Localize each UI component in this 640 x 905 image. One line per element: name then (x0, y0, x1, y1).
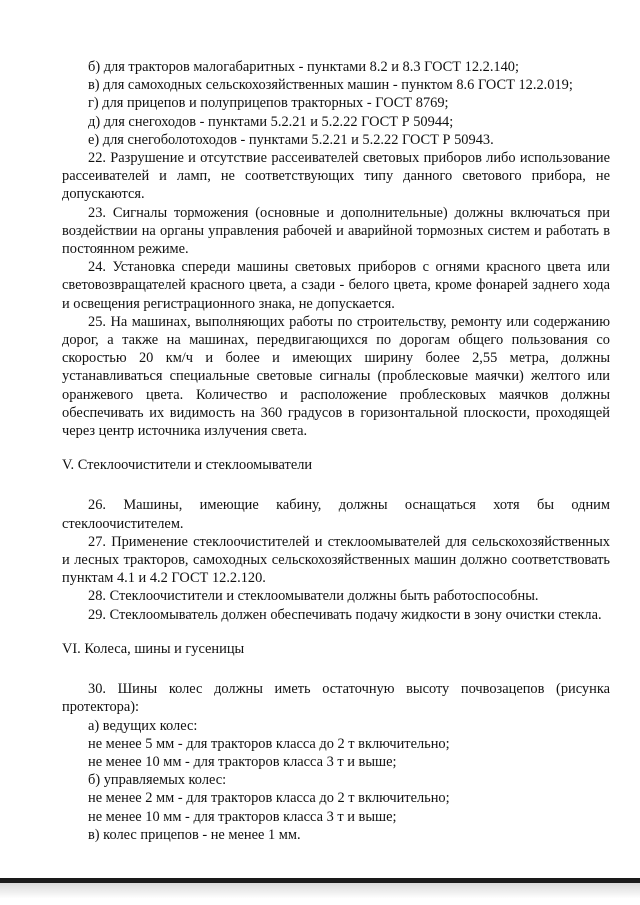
list-item-a-2: не менее 10 мм - для тракторов класса 3 т и выше; (88, 753, 397, 770)
section-heading-vi: VI. Колеса, шины и гусеницы (62, 640, 245, 657)
list-item-b: б) для тракторов малогабаритных - пунктами 8.2 и 8.3 ГОСТ 12.2.140; (88, 59, 520, 75)
clause-27: 27. Применение стеклоочистителей и стеклоомывателей для сельскохозяйственных и лесных тракторов, самоходных сельскохозяйственных машин должно соответствовать пунктам 4.1 и 4.2 ГОСТ 12.2.120. (62, 533, 610, 587)
list-item-d: д) для снегоходов - пунктами 5.2.21 и 5.2.22 ГОСТ Р 50944; (88, 113, 454, 130)
list-item-a: а) ведущих колес: (88, 717, 198, 734)
document-body (62, 58, 610, 844)
clause-23: 23. Сигналы торможения (основные и дополнительные) должны включаться при воздействии на органы управления рабочей и аварийной тормозных систем и работать в постоянном режиме. (62, 204, 610, 258)
list-item-b2-1: не менее 2 мм - для тракторов класса до 2 т включительно; (88, 790, 450, 807)
list-item-a-1: не менее 5 мм - для тракторов класса до 2 т включительно; (88, 735, 450, 752)
clause-26: 26. Машины, имеющие кабину, должны оснащаться хотя бы одним стеклоочистителем. (62, 497, 610, 532)
section-heading-v: V. Стеклоочистители и стеклоомыватели (62, 457, 313, 474)
list-item-b2-2: не менее 10 мм - для тракторов класса 3 т и выше; (88, 808, 397, 825)
list-item-g: г) для прицепов и полуприцепов тракторных - ГОСТ 8769; (88, 95, 449, 112)
clause-24: 24. Установка спереди машины световых приборов с огнями красного цвета или световозвращателей красного цвета, а сзади - белого цвета, кроме фонарей заднего хода и освещения регистрационного знака, не допускается. (62, 259, 610, 312)
clause-22: 22. Разрушение и отсутствие рассеивателей световых приборов либо использование рассеивателей и ламп, не соответствующих типу данного светового прибора, не допускаются. (62, 150, 610, 203)
scan-edge-shadow (0, 883, 640, 905)
clause-28: 28. Стеклоочистители и стеклоомыватели должны быть работоспособны. (88, 588, 539, 605)
clause-25: 25. На машинах, выполняющих работы по строительству, ремонту или содержанию дорог, а также на машинах, передвигающихся по дорогам общего пользования со скоростью 20 км/ч и более и имеющих ширину более 2,55 метра, должны устанавливаться специальные световые сигналы (проблесковые маячки) желтого или оранжевого цвета. Количество и расположение проблесковых маячков должны обеспечивать их видимость на 360 градусов в горизонтальной плоскости, проходящей через центр источника излучения света. (62, 313, 610, 440)
list-item-v2: в) колес прицепов - не менее 1 мм. (88, 826, 301, 843)
list-item-b2: б) управляемых колес: (88, 772, 227, 789)
list-item-v: в) для самоходных сельскохозяйственных машин - пунктом 8.6 ГОСТ 12.2.019; (88, 77, 573, 94)
clause-29: 29. Стеклоомыватель должен обеспечивать подачу жидкости в зону очистки стекла. (88, 606, 602, 623)
clause-30: 30. Шины колес должны иметь остаточную высоту почвозацепов (рисунка протектора): (62, 681, 610, 716)
list-item-e: е) для снегоболотоходов - пунктами 5.2.21 и 5.2.22 ГОСТ Р 50943. (88, 131, 494, 148)
